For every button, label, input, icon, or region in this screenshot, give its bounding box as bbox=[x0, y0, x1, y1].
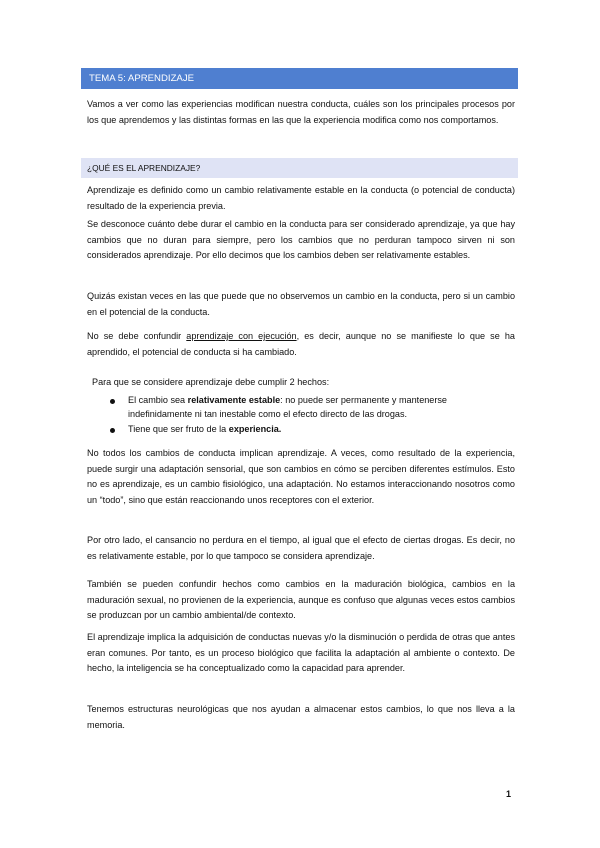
hecho-2-bold: experiencia. bbox=[228, 424, 282, 434]
execution-paragraph bbox=[87, 329, 515, 360]
hechos-intro: Para que se considere aprendizaje debe cumplir 2 hechos: bbox=[92, 377, 330, 387]
hecho-2-before: Tiene que ser fruto de la bbox=[128, 424, 229, 434]
execution-text-after: , es decir, aunque no se manifieste lo que se ha aprendido, el potencial de conducta si ha cambiado. bbox=[87, 331, 515, 357]
hecho-1-before: El cambio sea bbox=[128, 395, 188, 405]
hecho-1-bold: relativamente estable bbox=[187, 395, 281, 405]
topic-title-banner: TEMA 5: APRENDIZAJE bbox=[81, 68, 518, 89]
duration-paragraph: Se desconoce cuánto debe durar el cambio en la conducta para ser considerado aprendizaje, ya que hay cambios que no duran para siempre, pero los cambios que no perduran tampoco sirven ni son considerados aprendizaje. Por ello decimos que los cambios deben ser relativamente estables. bbox=[87, 219, 515, 260]
memory-paragraph: Tenemos estructuras neurológicas que nos ayudan a almacenar estos cambios, lo que nos lleva a la memoria. bbox=[87, 704, 515, 730]
hecho-1-after: : no puede ser permanente y mantenerse indefinidamente ni tan inestable como el efecto directo de las drogas. bbox=[128, 395, 447, 419]
intro-paragraph: Vamos a ver como las experiencias modifican nuestra conducta, cuáles son los principales procesos por los que aprendemos y las distintas formas en las que la experiencia modifica como nos comportamos. bbox=[87, 99, 515, 125]
acquisition-paragraph: El aprendizaje implica la adquisición de conductas nuevas y/o la disminución o perdida de otras que antes eran comunes. Por tanto, es un proceso biológico que facilita la adaptación al ambiente o contexto. De hecho, la inteligencia se ha conceptualizado como la capacidad para aprender. bbox=[87, 632, 515, 673]
list-item bbox=[106, 394, 506, 421]
sensory-adaptation-paragraph: No todos los cambios de conducta implican aprendizaje. A veces, como resultado de la experiencia, puede surgir una adaptación sensorial, que son cambios en cómo se perciben diferentes estímulos. Esto no es aprendizaje, es un cambio fisiológico, una adaptación. No estamos interaccionando nosotros como un “todo”, sino que están reaccionando unos receptores con el exterior. bbox=[87, 448, 515, 505]
execution-underlined-term: aprendizaje con ejecución bbox=[186, 331, 297, 341]
fatigue-paragraph: Por otro lado, el cansancio no perdura en el tiempo, al igual que el efecto de ciertas drogas. Es decir, no es relativamente estable, por lo que tampoco se considera aprendizaje. bbox=[87, 535, 515, 561]
maturation-paragraph: También se pueden confundir hechos como cambios en la maduración biológica, cambios en la maduración sexual, no provienen de la experiencia, aunque es confuso que algunas veces estos cambios se produzcan por un cambio ambiental/de contexto. bbox=[87, 579, 515, 620]
execution-text-before: No se debe confundir bbox=[87, 331, 187, 341]
page-number: 1 bbox=[506, 789, 512, 799]
section-heading: ¿QUÉ ES EL APRENDIZAJE? bbox=[81, 158, 518, 178]
definition-paragraph: Aprendizaje es definido como un cambio relativamente estable en la conducta (o potencial de conducta) resultado de la experiencia previa. bbox=[87, 185, 515, 211]
hechos-list bbox=[106, 394, 506, 439]
bullet-icon bbox=[110, 428, 115, 433]
list-item bbox=[106, 423, 506, 437]
bullet-icon bbox=[110, 399, 115, 404]
potential-paragraph: Quizás existan veces en las que puede que no observemos un cambio en la conducta, pero si un cambio en el potencial de la conducta. bbox=[87, 291, 515, 317]
